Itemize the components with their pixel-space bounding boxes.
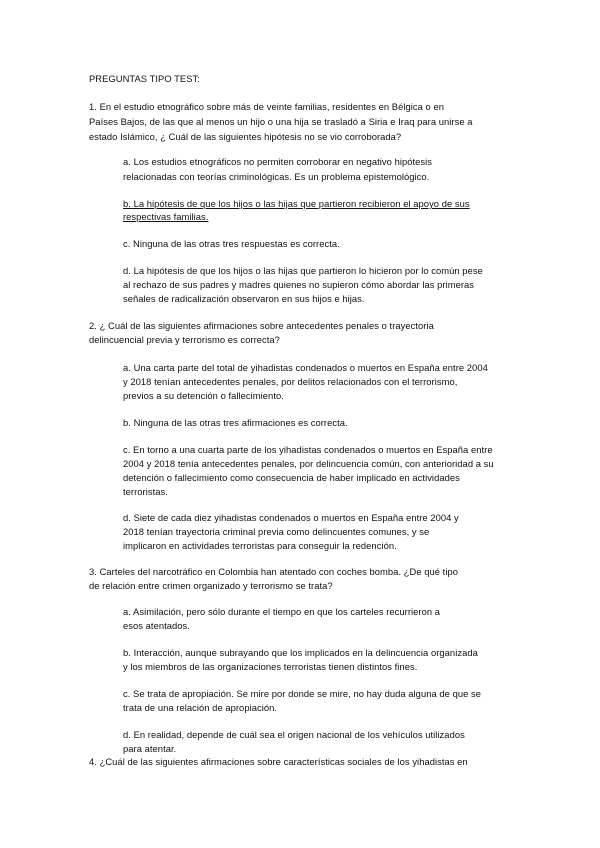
q2-option-a-line-2: y 2018 tenían antecedentes penales, por delitos relacionados con el terrorismo, — [123, 376, 458, 387]
q2-option-a-line-3: previos a su detención o fallecimiento. — [123, 390, 284, 401]
q1-option-d-line-3: señales de radicalización observaron en sus hijos e hijas. — [123, 293, 365, 304]
q1-option-d-line-1: d. La hipótesis de que los hijos o las hijas que partieron lo hicieron por lo común pese — [123, 265, 483, 276]
q2-option-c-line-1: c. En torno a una cuarta parte de los yihadistas condenados o muertos en España entre — [123, 444, 493, 455]
q1-option-d-line-2: al rechazo de sus padres y madres quienes no supieron cómo abordar las primeras — [123, 279, 475, 290]
q1-option-b-line-2: respectivas familias. — [123, 211, 209, 222]
q2-option-d-line-2: 2018 tenían trayectoria criminal previa como delincuentes comunes, y se — [123, 526, 430, 537]
question-1-line-1: 1. En el estudio etnográfico sobre más de veinte familias, residentes en Bélgica o en — [89, 101, 444, 112]
q3-option-a-line-1: a. Asimilación, pero sólo durante el tiempo en que los carteles recurrieron a — [123, 606, 441, 617]
q3-option-a-line-2: esos atentados. — [123, 620, 190, 631]
q3-option-d-line-2: para atentar. — [123, 743, 177, 754]
q3-option-d-line-1: d. En realidad, depende de cuál sea el origen nacional de los vehículos utilizados — [123, 729, 465, 740]
q2-option-d-line-1: d. Siete de cada diez yihadistas condenados o muertos en España entre 2004 y — [123, 512, 459, 523]
q3-option-c-line-2: trata de una relación de apropiación. — [123, 702, 278, 713]
question-1-line-3: estado Islámico, ¿ Cuál de las siguientes hipótesis no se vio corroborada? — [89, 131, 402, 142]
question-1-line-2: Países Bajos, de las que al menos un hijo o una hija se trasladó a Siria e Iraq para unirse a — [89, 116, 473, 127]
q3-option-c-line-1: c. Se trata de apropiación. Se mire por donde se mire, no hay duda alguna de que se — [123, 688, 482, 699]
q2-option-a-line-1: a. Una carta parte del total de yihadistas condenados o muertos en España entre 2004 — [123, 362, 488, 373]
q1-option-a-line-1: a. Los estudios etnográficos no permiten corroborar en negativo hipótesis — [123, 156, 433, 167]
page-heading: PREGUNTAS TIPO TEST: — [89, 73, 200, 84]
q2-option-c-line-2: 2004 y 2018 tenía antecedentes penales, por delincuencia común, con anterioridad a su — [123, 458, 494, 469]
q1-option-b-line-1: b. La hipótesis de que los hijos o las hijas que partieron recibieron el apoyo de sus — [123, 198, 470, 209]
q3-option-b-line-1: b. Interacción, aunque subrayando que los implicados en la delincuencia organizada — [123, 647, 478, 658]
question-3-line-1: 3. Carteles del narcotráfico en Colombia han atentado con coches bomba. ¿De qué tipo — [89, 566, 458, 577]
q1-option-a-line-2: relacionadas con teorías criminológicas. Es un problema epistemológico. — [123, 171, 430, 182]
question-3-line-2: de relación entre crimen organizado y terrorismo se trata? — [89, 580, 333, 591]
q2-option-b-line-1: b. Ninguna de las otras tres afirmaciones es correcta. — [123, 417, 348, 428]
question-2-line-2: delincuencial previa y terrorismo es correcta? — [89, 334, 280, 345]
question-4-line-1: 4. ¿Cuál de las siguientes afirmaciones sobre características sociales de los yihadistas en — [89, 756, 468, 767]
q2-option-c-line-3: detención o fallecimiento como consecuencia de haber implicado en actividades — [123, 472, 460, 483]
q2-option-c-line-4: terroristas. — [123, 486, 168, 497]
q3-option-b-line-2: y los miembros de las organizaciones terroristas tienen distintos fines. — [123, 661, 418, 672]
question-2-line-1: 2. ¿ Cuál de las siguientes afirmaciones sobre antecedentes penales o trayectoria — [89, 320, 434, 331]
q2-option-d-line-3: implicaron en actividades terroristas para conseguir la redención. — [123, 540, 397, 551]
q1-option-c-line-1: c. Ninguna de las otras tres respuestas es correcta. — [123, 238, 340, 249]
